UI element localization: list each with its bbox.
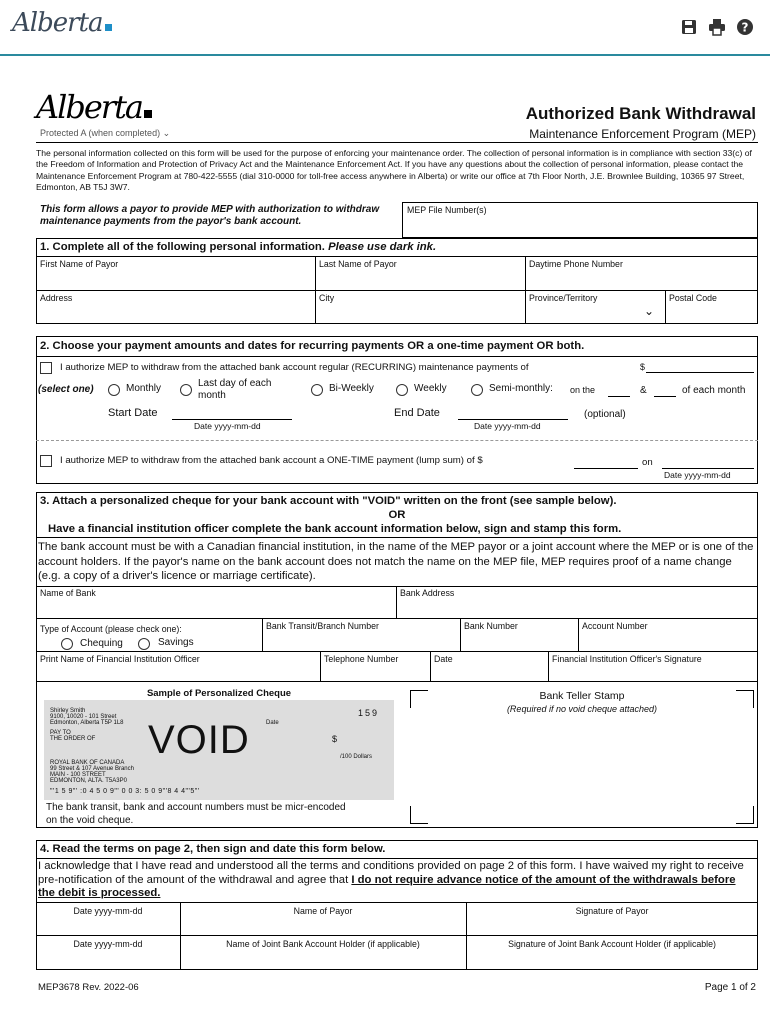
teller-stamp-note: (Required if no void cheque attached) (506, 704, 658, 714)
micr-line: "'1 5 9"' :0 4 5 0 9"' 0 0 3: 5 0 9"'8 4 4"'5"' (50, 788, 200, 795)
payor-date-field[interactable]: Date yyyy-mm-dd (73, 906, 143, 916)
officer-signature-field[interactable]: Financial Institution Officer's Signature (552, 654, 702, 664)
alberta-logo-small: Alberta (12, 8, 112, 38)
start-date-label: Start Date (108, 407, 158, 419)
on-the-label: on the (570, 385, 596, 395)
select-one-label: (select one) (38, 384, 94, 395)
protected-select[interactable]: Protected A (when completed) ⌄ (40, 128, 171, 138)
ampersand: & (640, 385, 647, 396)
officer-date-field[interactable]: Date (434, 654, 453, 664)
cheque-dollar: $ (332, 734, 338, 744)
cheque-bank-1: ROYAL BANK OF CANADA (50, 760, 125, 766)
city-field[interactable]: City (319, 293, 335, 303)
joint-signature-field[interactable]: Signature of Joint Bank Account Holder (if applicable) (508, 939, 716, 949)
bank-number-field[interactable]: Bank Number (464, 621, 518, 631)
province-select[interactable]: Province/Territory (529, 293, 598, 303)
onetime-date-field[interactable] (662, 468, 754, 469)
micr-note: The bank transit, bank and account numbers must be micr-encoded on the void cheque. (46, 802, 346, 826)
section-3-heading-2: Have a financial institution officer complete the bank account information below, sign and stamp this form. (48, 523, 622, 535)
chevron-down-icon: ⌄ (162, 128, 171, 138)
page-number: Page 1 of 2 (704, 982, 756, 993)
teller-stamp-label: Bank Teller Stamp (539, 690, 625, 702)
cheque-order-of: THE ORDER OF (50, 736, 96, 742)
postal-code-field[interactable]: Postal Code (669, 293, 717, 303)
payor-signature-field[interactable]: Signature of Payor (575, 906, 649, 916)
onetime-checkbox[interactable] (40, 455, 52, 467)
form-number: MEP3678 Rev. 2022-06 (38, 982, 139, 993)
semimonthly-label: Semi-monthly: (489, 383, 553, 394)
toolbar (0, 0, 770, 56)
cheque-bank-4: EDMONTON, ALTA. T5A3P0 (50, 778, 127, 784)
cheque-dollars: /100 Dollars (340, 754, 373, 760)
svg-text:?: ? (741, 20, 749, 35)
end-date-hint: Date yyyy-mm-dd (474, 421, 541, 431)
sample-cheque-title: Sample of Personalized Cheque (146, 688, 292, 699)
chevron-down-icon: ⌄ (644, 304, 655, 318)
biweekly-radio[interactable] (311, 384, 323, 396)
officer-name-field[interactable]: Print Name of Financial Institution Officer (40, 654, 200, 664)
help-icon[interactable] (736, 18, 754, 36)
on-label: on (642, 457, 653, 468)
optional-label: (optional) (584, 409, 626, 420)
cheque-name: Shirley Smith (50, 708, 86, 714)
bank-address-field[interactable]: Bank Address (400, 588, 455, 598)
dollar-sign: $ (640, 362, 645, 372)
joint-date-field[interactable]: Date yyyy-mm-dd (73, 939, 143, 949)
address-field[interactable]: Address (40, 293, 73, 303)
cheque-number: 159 (358, 708, 380, 718)
weekly-label: Weekly (414, 383, 447, 394)
form-title: Authorized Bank Withdrawal (525, 104, 756, 123)
section-3-heading: 3. Attach a personalized cheque for your bank account with "VOID" written on the front (see sample below). (40, 495, 617, 507)
toolbar-icons (680, 18, 754, 36)
section-2-heading: 2. Choose your payment amounts and dates for recurring payments OR a one-time payment OR both. (40, 340, 585, 352)
first-name-field[interactable]: First Name of Payor (40, 259, 119, 269)
savings-label: Savings (158, 637, 194, 648)
semimonthly-day2-field[interactable] (654, 396, 676, 397)
program-name: Maintenance Enforcement Program (MEP) (529, 127, 756, 141)
or-label: OR (388, 509, 406, 521)
cheque-address-2: Edmonton, Alberta T5P 1L8 (50, 720, 124, 726)
void-stamp: VOID (148, 718, 250, 762)
alberta-logo: Alberta (36, 88, 152, 126)
savings-radio[interactable] (138, 638, 150, 650)
of-each-month-label: of each month (682, 385, 746, 396)
bank-notice: The bank account must be with a Canadian financial institution, in the name of the MEP payor or a joint account where the MEP or is one of the account holders. If the payor's name on the bank account does not match the name on the MEP file, MEP requires proof of a name change (e.g. a copy of a driver's licence or marriage certificate). (38, 541, 754, 582)
chequing-radio[interactable] (61, 638, 73, 650)
account-number-field[interactable]: Account Number (582, 621, 648, 631)
save-icon[interactable] (680, 18, 698, 36)
biweekly-label: Bi-Weekly (329, 383, 374, 394)
recurring-amount-field[interactable] (646, 372, 754, 373)
joint-name-field[interactable]: Name of Joint Bank Account Holder (if applicable) (226, 939, 420, 949)
cheque-pay-to: PAY TO (50, 730, 71, 736)
cheque-address-1: 9100, 10020 - 101 Street (50, 714, 117, 720)
officer-phone-field[interactable]: Telephone Number (324, 654, 399, 664)
print-icon[interactable] (708, 18, 726, 36)
last-day-radio[interactable] (180, 384, 192, 396)
last-day-label: Last day of each month (198, 378, 272, 401)
privacy-notice: The personal information collected on this form will be used for the purpose of enforcing your maintenance order. The collection of personal information is in compliance with section 33(c) of the Freedom of Information and Protection of Privacy Act and the Maintenance Enforcement Act. If you have any questions about the collection of personal information, please contact the Maintenance Enforcement Program at 780-422-5555 (dial 310-0000 for toll-free access anywhere in Alberta) or write our office at 7th Floor North, J.E. Brownlee Building, 10365 97 Street, Edmonton, AB T5J 3W7. (36, 148, 752, 193)
monthly-radio[interactable] (108, 384, 120, 396)
weekly-radio[interactable] (396, 384, 408, 396)
account-type-label: Type of Account (please check one): (40, 624, 182, 634)
section-4-heading: 4. Read the terms on page 2, then sign and date this form below. (40, 843, 386, 855)
onetime-date-hint: Date yyyy-mm-dd (664, 470, 731, 480)
chequing-label: Chequing (80, 638, 123, 649)
form-purpose: This form allows a payor to provide MEP with authorization to withdraw maintenance payments from the payor's bank account. (40, 204, 380, 227)
start-date-field[interactable] (172, 419, 292, 420)
payor-name-field[interactable]: Name of Payor (293, 906, 353, 916)
end-date-field[interactable] (458, 419, 568, 420)
sample-cheque (44, 700, 394, 800)
recurring-checkbox[interactable] (40, 362, 52, 374)
semimonthly-day1-field[interactable] (608, 396, 630, 397)
end-date-label: End Date (394, 407, 440, 419)
acknowledgement: I acknowledge that I have read and understood all the terms and conditions provided on page 2 of this form. I have waived my right to receive pre-notification of the amount of the withdrawal and agree that I do not require advance notice of the amount of the withdrawals before the debit is processed. (38, 860, 744, 899)
cheque-bank-3: MAIN - 100 STREET (50, 772, 106, 778)
divider (36, 142, 758, 143)
phone-field[interactable]: Daytime Phone Number (529, 259, 623, 269)
semimonthly-radio[interactable] (471, 384, 483, 396)
onetime-label: I authorize MEP to withdraw from the attached bank account a ONE-TIME payment (lump sum) of $ (60, 455, 483, 466)
cheque-date: Date (266, 720, 279, 726)
onetime-amount-field[interactable] (574, 468, 638, 469)
cheque-bank-2: 99 Street & 107 Avenue Branch (50, 766, 134, 772)
section-1-heading: 1. Complete all of the following personal information. Please use dark ink. (40, 241, 437, 253)
recurring-label: I authorize MEP to withdraw from the attached bank account regular (RECURRING) maintenance payments of (60, 362, 529, 373)
monthly-label: Monthly (126, 383, 162, 394)
start-date-hint: Date yyyy-mm-dd (194, 421, 261, 431)
transit-number-field[interactable]: Bank Transit/Branch Number (266, 621, 379, 631)
mep-file-field[interactable]: MEP File Number(s) (402, 202, 758, 238)
bank-name-field[interactable]: Name of Bank (40, 588, 96, 598)
last-name-field[interactable]: Last Name of Payor (319, 259, 397, 269)
